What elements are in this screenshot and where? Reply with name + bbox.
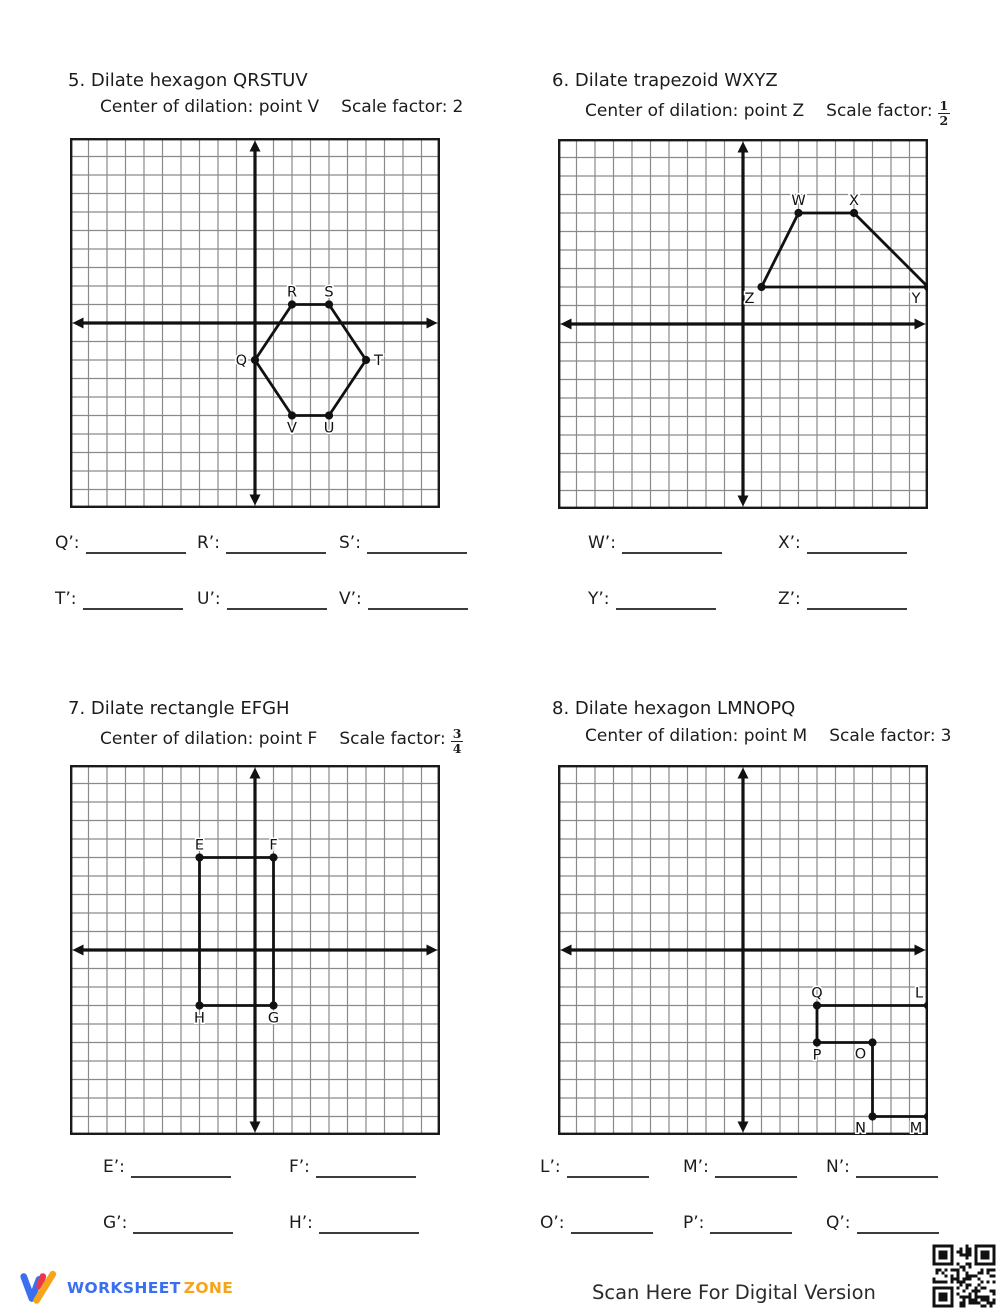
vertex-label-N: N <box>855 1120 866 1135</box>
vertex-label-G: G <box>267 1010 280 1027</box>
qr-code <box>932 1244 996 1308</box>
scan-here-text: Scan Here For Digital Version <box>592 1281 876 1304</box>
coordinate-grid-7 <box>70 765 440 1135</box>
axis-arrowhead <box>738 1122 749 1133</box>
answer-label: L’: <box>540 1157 561 1177</box>
coordinate-grid-8 <box>558 765 928 1135</box>
center-of-dilation-label: Center of dilation: point V <box>100 97 320 117</box>
answer-label: V’: <box>339 589 362 609</box>
scale-factor-label: Scale factor: <box>829 726 936 746</box>
answer-label: N’: <box>826 1157 850 1177</box>
vertex-label-H: H <box>194 1010 205 1027</box>
answer-label: U’: <box>197 589 221 609</box>
vertex-label-U: U <box>323 420 335 437</box>
vertex-label-X: X <box>849 193 859 209</box>
answer-blank <box>540 1154 683 1178</box>
axis-arrowhead <box>561 945 572 956</box>
scale-factor-value: 2 <box>452 97 464 117</box>
answer-line[interactable] <box>622 536 722 554</box>
problem-5-title: 5. Dilate hexagon QRSTUV <box>68 70 308 91</box>
answer-line[interactable] <box>367 536 467 554</box>
scale-factor-fraction: $\frac{3}{4}$ <box>452 726 462 756</box>
problem-7-subtitle <box>100 722 463 755</box>
answer-line[interactable] <box>226 536 326 554</box>
axis-arrowhead <box>73 318 84 329</box>
vertex-dot-O <box>868 1038 876 1046</box>
scale-factor-label: Scale factor: <box>341 97 448 117</box>
answer-label: R’: <box>197 533 220 553</box>
coordinate-grid-6 <box>558 139 928 509</box>
vertex-dot-T <box>362 356 370 364</box>
problem-8-subtitle <box>585 726 951 746</box>
answer-blank <box>826 1154 969 1178</box>
axis-arrowhead <box>250 768 261 779</box>
answers-problem-8 <box>540 1154 969 1234</box>
answer-blank <box>778 586 968 610</box>
vertex-label-L: L <box>914 985 924 1002</box>
vertex-dot-S <box>325 300 333 308</box>
vertex-dot-U <box>325 411 333 419</box>
answer-line[interactable] <box>715 1160 797 1178</box>
vertex-dot-P <box>813 1038 821 1046</box>
answer-blank <box>588 530 778 554</box>
scale-factor <box>341 97 463 117</box>
vertex-label-Y: Y <box>911 291 921 307</box>
answer-label: X’: <box>778 533 801 553</box>
answer-blank <box>289 1154 475 1178</box>
answers-problem-7 <box>103 1154 475 1234</box>
answer-blank <box>826 1210 969 1234</box>
answer-blank <box>588 586 778 610</box>
vertex-dot-E <box>195 853 203 861</box>
brand-name: WORKSHEET ZONE <box>67 1279 234 1297</box>
problem-6-subtitle <box>585 94 950 127</box>
vertex-label-Q: Q <box>811 985 823 1002</box>
answer-blank <box>197 586 339 610</box>
answer-line[interactable] <box>857 1216 939 1234</box>
vertex-dot-Q <box>813 1001 821 1009</box>
vertex-dot-X <box>850 209 858 217</box>
answer-line[interactable] <box>227 592 327 610</box>
coordinate-grid-5 <box>70 138 440 508</box>
answer-label: P’: <box>683 1213 705 1233</box>
answer-label: Q’: <box>55 533 80 553</box>
axis-arrowhead <box>427 318 438 329</box>
center-of-dilation-label: Center of dilation: point F <box>100 728 318 749</box>
answer-line[interactable] <box>133 1216 233 1234</box>
axis-arrowhead <box>738 142 749 153</box>
axis-arrowhead <box>250 1122 261 1133</box>
vertex-dot-Q <box>251 356 259 364</box>
vertex-label-O: O <box>854 1046 867 1063</box>
vertex-label-R: R <box>286 284 298 301</box>
axis-arrowhead <box>915 945 926 956</box>
vertex-label-V: V <box>287 420 297 437</box>
worksheetzone-logo <box>18 1267 233 1309</box>
answer-line[interactable] <box>710 1216 792 1234</box>
problem-6-title: 6. Dilate trapezoid WXYZ <box>552 70 778 91</box>
axes <box>561 142 926 507</box>
answer-label: F’: <box>289 1157 310 1177</box>
answer-line[interactable] <box>368 592 468 610</box>
answer-blank <box>289 1210 475 1234</box>
vertex-dot-Z <box>757 283 765 291</box>
scale-factor <box>339 722 463 755</box>
vertex-dot-R <box>288 300 296 308</box>
answer-blank <box>339 530 481 554</box>
answers-problem-6 <box>588 530 968 610</box>
center-of-dilation-label: Center of dilation: point Z <box>585 100 805 121</box>
axis-arrowhead <box>427 945 438 956</box>
vertex-label-F: F <box>269 837 278 854</box>
vertex-label-W: W <box>791 193 806 209</box>
scale-factor <box>826 94 950 127</box>
problem-8-title: 8. Dilate hexagon LMNOPQ <box>552 698 796 719</box>
answer-blank <box>683 1210 826 1234</box>
vertex-label-S: S <box>324 284 334 301</box>
answer-line[interactable] <box>86 536 186 554</box>
answer-blank <box>683 1154 826 1178</box>
center-of-dilation-label: Center of dilation: point M <box>585 726 808 746</box>
scale-factor-label: Scale factor: <box>339 728 446 749</box>
axis-arrowhead <box>738 768 749 779</box>
axes <box>73 141 438 506</box>
vertex-dot-N <box>868 1112 876 1120</box>
scale-factor-label: Scale factor: <box>826 100 933 121</box>
answer-line[interactable] <box>807 536 907 554</box>
answer-blank <box>103 1154 289 1178</box>
problem-5-subtitle <box>100 97 463 117</box>
worksheetzone-logo-icon <box>18 1267 60 1309</box>
vertex-label-P: P <box>812 1047 822 1064</box>
axes <box>73 768 438 1133</box>
vertex-label-E: E <box>194 837 205 854</box>
axis-arrowhead <box>738 496 749 507</box>
vertex-label-M: M <box>909 1120 923 1135</box>
answers-problem-5 <box>55 530 481 610</box>
answer-blank <box>55 586 197 610</box>
answer-blank <box>778 530 968 554</box>
answer-label: O’: <box>540 1213 565 1233</box>
vertex-dot-G <box>269 1001 277 1009</box>
answer-blank <box>55 530 197 554</box>
answer-blank <box>103 1210 289 1234</box>
vertex-label-Q: Q <box>235 353 247 369</box>
answer-blank <box>540 1210 683 1234</box>
answer-line[interactable] <box>807 592 907 610</box>
answer-label: Y’: <box>588 589 610 609</box>
vertex-label-Z: Z <box>744 291 755 307</box>
axis-arrowhead <box>561 319 572 330</box>
answer-line[interactable] <box>567 1160 649 1178</box>
problem-7-title: 7. Dilate rectangle EFGH <box>68 698 290 719</box>
answer-line[interactable] <box>316 1160 416 1178</box>
axis-arrowhead <box>915 319 926 330</box>
vertex-dot-V <box>288 411 296 419</box>
scale-factor-value: 3 <box>940 726 952 746</box>
answer-blank <box>339 586 481 610</box>
answer-line[interactable] <box>83 592 183 610</box>
vertex-dot-W <box>794 209 802 217</box>
axis-arrowhead <box>250 141 261 152</box>
axes <box>561 768 926 1133</box>
scale-factor-fraction: $\frac{1}{2}$ <box>939 98 949 128</box>
answer-label: W’: <box>588 533 616 553</box>
answer-label: M’: <box>683 1157 709 1177</box>
vertex-dot-H <box>195 1001 203 1009</box>
answer-blank <box>197 530 339 554</box>
answer-line[interactable] <box>856 1160 938 1178</box>
answer-line[interactable] <box>319 1216 419 1234</box>
answer-line[interactable] <box>571 1216 653 1234</box>
answer-label: G’: <box>103 1213 128 1233</box>
scale-factor-value <box>451 722 464 755</box>
answer-label: H’: <box>289 1213 313 1233</box>
answer-line[interactable] <box>131 1160 231 1178</box>
vertex-dot-M <box>924 1112 928 1120</box>
answer-label: E’: <box>103 1157 125 1177</box>
axis-arrowhead <box>73 945 84 956</box>
answer-label: T’: <box>55 589 77 609</box>
scale-factor <box>829 726 951 746</box>
answer-label: Q’: <box>826 1213 851 1233</box>
vertex-dot-F <box>269 853 277 861</box>
answer-label: Z’: <box>778 589 801 609</box>
scale-factor-value <box>938 94 951 127</box>
answer-line[interactable] <box>616 592 716 610</box>
axis-arrowhead <box>250 495 261 506</box>
vertex-dot-L <box>924 1001 928 1009</box>
answer-label: S’: <box>339 533 361 553</box>
vertex-label-T: T <box>374 353 383 369</box>
